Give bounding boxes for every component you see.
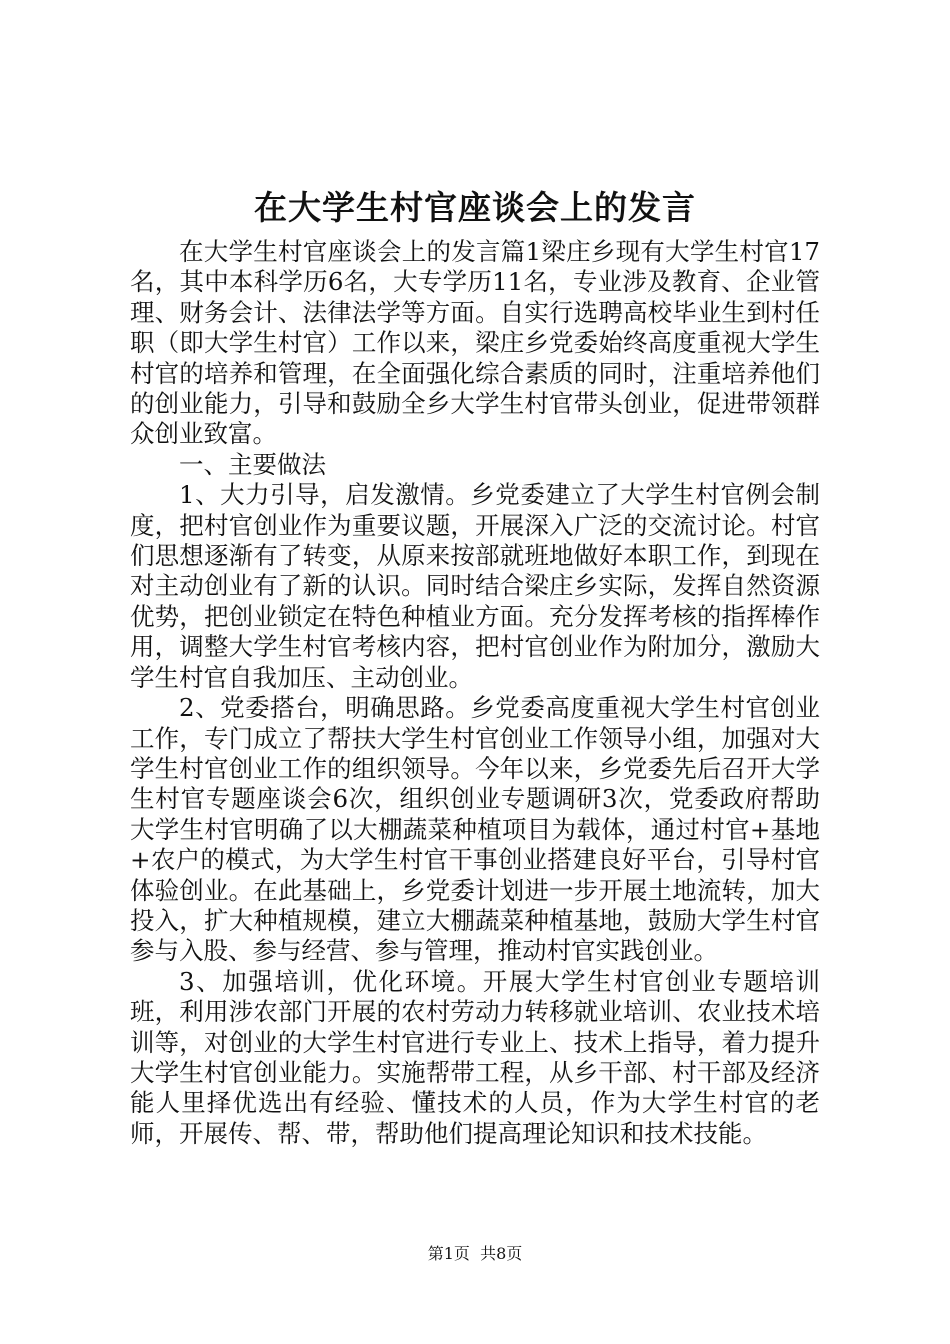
section-heading-main-practices: 一、主要做法	[179, 449, 326, 479]
practice-paragraph-2: 2、党委搭台，明确思路。乡党委高度重视大学生村官创业工作，专门成立了帮扶大学生村官创业工作领导小组，加强对大学生村官创业工作的组织领导。今年以来，乡党委先后召开大学生村官专题座谈会6次，组织创业专题调研3次，党委政府帮助大学生村官明确了以大棚蔬菜种植项目为载体，通过村官+基地+农户的模式，为大学生村官干事创业搭建良好平台，引导村官体验创业。在此基础上，乡党委计划进一步开展土地流转，加大投入，扩大种植规模，建立大棚蔬菜种植基地，鼓励大学生村官参与入股、参与经营、参与管理，推动村官实践创业。	[130, 693, 820, 966]
intro-paragraph: 在大学生村官座谈会上的发言篇1梁庄乡现有大学生村官17名，其中本科学历6名，大专学历11名，专业涉及教育、企业管理、财务会计、法律法学等方面。自实行选聘高校毕业生到村任职（即大学生村官）工作以来，梁庄乡党委始终高度重视大学生村官的培养和管理，在全面强化综合素质的同时，注重培养他们的创业能力，引导和鼓励全乡大学生村官带头创业，促进带领群众创业致富。	[130, 237, 820, 449]
page-total: 共8页	[480, 1244, 523, 1263]
page-footer	[0, 1244, 950, 1264]
practice-paragraph-3: 3、加强培训，优化环境。开展大学生村官创业专题培训班，利用涉农部门开展的农村劳动力转移就业培训、农业技术培训等，对创业的大学生村官进行专业上、技术上指导，着力提升大学生村官创业能力。实施帮带工程，从乡干部、村干部及经济能人里择优选出有经验、懂技术的人员，作为大学生村官的老师，开展传、帮、带，帮助他们提高理论知识和技术技能。	[130, 966, 820, 1148]
practice-paragraph-1: 1、大力引导，启发激情。乡党委建立了大学生村官例会制度，把村官创业作为重要议题，开展深入广泛的交流讨论。村官们思想逐渐有了转变，从原来按部就班地做好本职工作，到现在对主动创业有了新的认识。同时结合梁庄乡实际，发挥自然资源优势，把创业锁定在特色种植业方面。充分发挥考核的指挥棒作用，调整大学生村官考核内容，把村官创业作为附加分，激励大学生村官自我加压、主动创业。	[130, 480, 820, 692]
document-title: 在大学生村官座谈会上的发言	[254, 188, 696, 227]
document-body	[130, 237, 820, 1149]
page-number: 第1页	[427, 1244, 470, 1263]
